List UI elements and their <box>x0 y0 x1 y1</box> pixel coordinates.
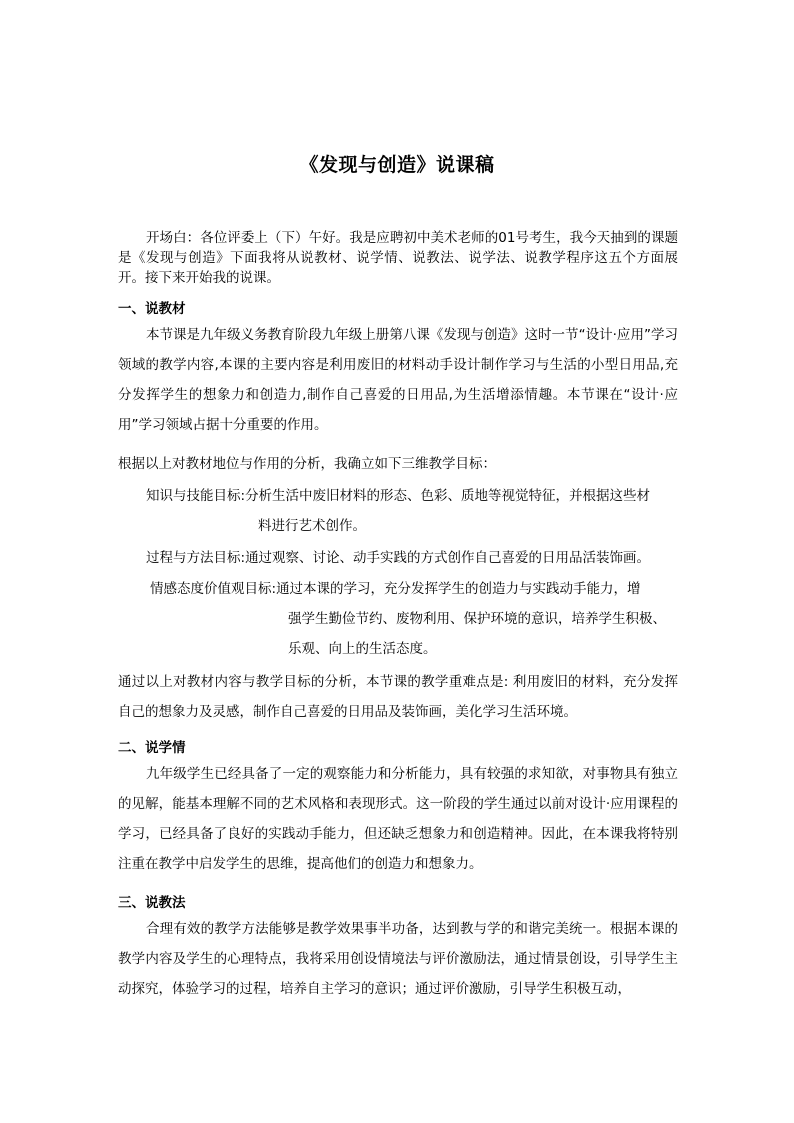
section-heading-textbook: 一、说教材 <box>118 301 186 317</box>
students-paragraph: 九年级学生已经具备了一定的观察能力和分析能力，具有较强的求知欲，对事物具有独立的见解，能基本理解不同的艺术风格和表现形式。这一阶段的学生通过以前对设计·应用课程的学习，已经具备了良好的实践动手能力，但还缺乏想象力和创造精神。因此，在本课我将特别注重在教学中启发学生的思维，提高他们的创造力和想象力。 <box>118 766 678 872</box>
goal-knowledge <box>146 484 650 504</box>
goal-knowledge-text: 分析生活中废旧材料的形态、色彩、质地等视觉特征，并根据这些材 <box>245 488 651 504</box>
goal-emotion-cont1: 强学生勤俭节约、废物利用、保护环境的意识，培养学生积极、 <box>288 611 666 627</box>
goal-knowledge-label: 知识与技能目标: <box>146 488 246 504</box>
goals-intro: 根据以上对教材地位与作用的分析，我确立如下三维教学目标： <box>118 456 496 472</box>
section-heading-students: 二、说学情 <box>118 740 186 756</box>
goal-process-label: 过程与方法目标: <box>146 550 246 566</box>
goal-process <box>146 546 650 566</box>
goal-emotion <box>150 577 641 597</box>
goal-emotion-text: 通过本课的学习，充分发挥学生的创造力与实践动手能力，增 <box>276 581 641 597</box>
methods-paragraph: 合理有效的教学方法能够是教学效果事半功备，达到教与学的和谐完美统一。根据本课的教学内容及学生的心理特点，我将采用创设情境法与评价激励法，通过情景创设，引导学生主动探究，体验学习的过程，培养自主学习的意识；通过评价激励，引导学生积极互动， <box>118 921 678 997</box>
section-heading-methods: 三、说教法 <box>118 895 186 911</box>
page-title: 《发现与创造》说课稿 <box>299 154 495 176</box>
goal-knowledge-cont: 料进行艺术创作。 <box>258 518 366 534</box>
intro-paragraph: 开场白：各位评委上（下）午好。我是应聘初中美术老师的01号考生，我今天抽到的课题是《发现与创造》下面我将从说教材、说学情、说教法、说学法、说教学程序这五个方面展开。接下来开始我的说课。 <box>118 230 678 286</box>
goal-process-text: 通过观察、讨论、动手实践的方式创作自己喜爱的日用品活装饰画。 <box>245 550 651 566</box>
key-points-paragraph: 通过以上对教材内容与教学目标的分析，本节课的教学重难点是: 利用废旧的材料，充分发挥自己的想象力及灵感，制作自己喜爱的日用品及装饰画，美化学习生活环境。 <box>118 674 678 720</box>
goal-emotion-label: 情感态度价值观目标: <box>150 581 277 597</box>
textbook-paragraph: 本节课是九年级义务教育阶段九年级上册第八课《发现与创造》这时一节“设计·应用”学习领域的教学内容,本课的主要内容是利用废旧的材料动手设计制作学习与生活的小型日用品,充分发挥学生的想象力和创造力,制作自己喜爱的日用品,为生活增添情趣。本节课在“设计·应用”学习领域占据十分重要的作用。 <box>118 327 678 433</box>
goal-emotion-cont2: 乐观、向上的生活态度。 <box>288 641 437 657</box>
